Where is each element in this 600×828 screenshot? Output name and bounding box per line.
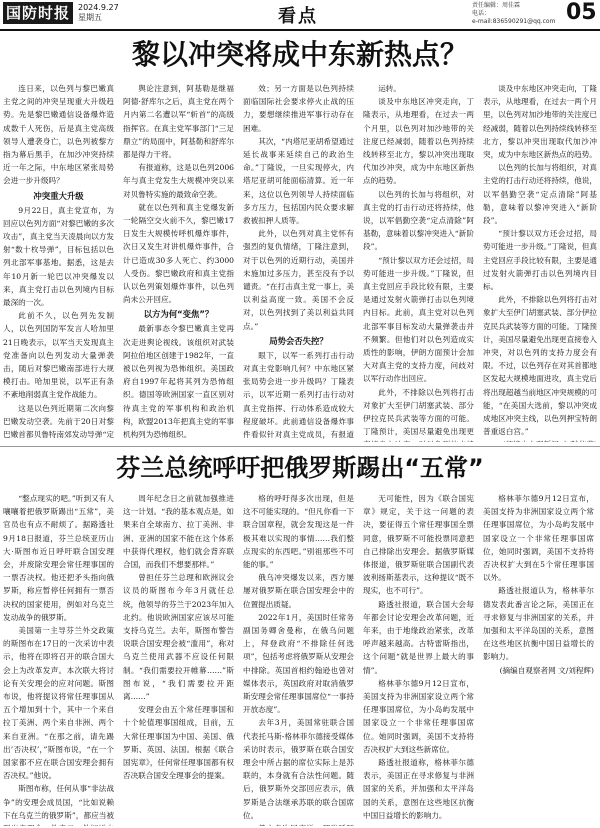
paragraph: 这是以色列近期第二次向黎巴嫩发动空袭。先前于20日对黎巴嫩首都贝鲁特南郊发动导弹“定 — [3, 403, 114, 440]
article-1-column-3 — [243, 82, 354, 442]
header-rule — [0, 29, 600, 31]
paragraph: 路透社报道认为，格林菲尔德发表此番言论之际，美国正在寻求修复与非洲国家的关系，并加强和太平洋岛国的关系，意图在这些地区抗衡中国日益增长的影响力。 — [483, 586, 594, 662]
paragraph — [123, 441, 234, 442]
masthead — [0, 0, 600, 30]
article-1-column-2 — [123, 82, 234, 442]
subheading: 局势会否失控？ — [269, 335, 328, 346]
issue-date — [78, 3, 119, 23]
paragraph: 此前不久，以色列先发制人，以色列国防军发言人哈加里21日晚表示，以军当天发现真主党准备向以色列发动大量弹袭击，随后对黎巴嫩南部进行大规模打击。哈加里说，以军正有条不紊地削弱真主党作战能力。 — [3, 311, 114, 400]
paragraph: 曾担任芬兰总理和欧洲议会议员的斯图布今年3月就任总统，他领导的芬兰于2023年加入北约。他说欧洲国家应该尽可能支持乌克兰。去年，斯图布警告说联合国安理会被“滥用”，称对乌克兰使用武器不应设任何限制。“我们需要拉开帷幕……”斯图布说，“我们需要拉开距离……” — [123, 573, 234, 702]
paragraph: 2022年1月，美国时任常务副国务卿舍曼称，在俄乌问题上，拜登政府“不排除任何选项”，包括考虑将俄罗斯从安理会中排除。英国首相约翰逊也曾对媒体表示，英国政府对取消俄罗斯安理会常任理事国席位“一事持开放态度”。 — [243, 612, 354, 715]
paragraph: 连日来，以色列与黎巴嫩真主党之间的冲突呈现重大升级趋势。先是黎巴嫩通信设备爆炸造成数千人死伤，后是真主党高级领导人遭袭身亡，以色列被黎方指为幕后黑手，在加沙冲突持续近一年之际，中东地区紧张局势会进一步升级吗？ — [3, 84, 114, 186]
weekday-text: 星期五 — [78, 13, 102, 22]
paragraph: 此外，不排除以色列将打击对象扩大至伊门胡塞武装、部分伊拉克民兵武装等方面的可能。丁隆预计，美国尽量避免出现更直接卷入冲突，对以色列的支持力度会有限。不过，以色列存在对其首都地区发起大规模地面进攻，真主党后将出现超越当前地区冲突规模的可能，“在美国大选前，黎以冲突成成地区冲突主线，以色列押宝特朗普重返白宫。” — [483, 295, 597, 437]
paragraph: 以色列的长加与将组织，对真主党的打击行动还将持续，他说，以军倡勤空袭“定点清除”阿基勒，意味着以黎冲突进入“新阶段”。 — [483, 163, 597, 226]
paragraph: 去年3月，美国常驻联合国代表托马斯-格林菲尔德接受媒体采访时表示，俄罗斯在联合国安理会中所占据的席位实际上是苏联的，本身就有合法性问题。随后，俄罗斯外交部回应表示，俄罗斯是合法继承苏联的联合国席位。 — [243, 718, 354, 820]
paragraph: 以色列的长加与将组织，对真主党的打击行动还将持续，他说，以军倡勤空袭“定点清除”阿基勒，意味着以黎冲突进入“新阶段”。 — [363, 189, 474, 252]
article-2-headline: 芬兰总统呼吁把俄罗斯踢出“五常” — [116, 454, 484, 482]
paragraph: “预计黎以双方还会过招，局势可能进一步升级。”丁隆说，但真主党回应手段比较有限，主要是通过发射火箭弹打击以色列境内目标。此前，真主党对以色列北部军事目标发动大量弹袭击并不频繁。但他们对以色列造成实质性的影响，伊朗方面预计会加大对真主党的支持力度，问歧对以军行动作出回应。 — [363, 255, 474, 384]
newspaper-logo: 国防时报 — [3, 2, 73, 24]
section-title: 看点 — [278, 6, 318, 27]
subheading: 以方为何“变焦”？ — [143, 309, 214, 320]
article-1-column-5 — [483, 82, 597, 442]
byline: (摘编自观察者网 文/刘程辉) — [499, 665, 594, 675]
editor-email: e-mail:836590291@qq.com — [472, 18, 556, 25]
article-1-column-1 — [3, 82, 114, 442]
paragraph: 眼下，以军一系列打击行动对真主党影响几何？中东地区紧张局势会进一步升级吗？丁隆表示，以军近期一系列打击行动对真主党指挥、行动体系造成较大程度破坏。此前通信设备爆炸事件看似针对真主党成员，有报道 — [243, 350, 354, 440]
paragraph: 此外，不排除以色列将打击对象扩大至伊门胡塞武装、部分伊拉克民兵武装等方面的可能。丁隆预计，美国尽量避免出现更 — [363, 387, 474, 437]
paragraph: 无可能性，因为《联合国宪章》规定，关于这一问题的表决，要征得五个常任理事国全票同意，俄罗斯不可能投票同意把自己排除出安理会。据俄罗斯媒体报道，俄罗斯驻联合国副代表波利扬斯基表示，这种提议“既不现实，也不可行”。 — [363, 494, 474, 596]
paragraph: 此外，以色列对真主党怀有强烈的复仇情绪，丁隆注意到，对于以色列的近期行动，美国并未施加过多压力，甚至没有予以谴责。“在打击真主党一事上，美以利益高度一致。美国不会反对，以色列找到了美以利益共同点。” — [243, 229, 354, 331]
paragraph: 周年纪念日之前就加强推进这一计划。“我的基本观点是，如果来自全球南方、拉丁美洲、非洲、亚洲的国家不能在这个体系中获得代理权，他们就会背弃联合国，而我们不想要那样。” — [123, 494, 234, 570]
article-1-headline: 黎以冲突将成中东新热点？ — [131, 38, 468, 71]
article-2-column-4 — [363, 492, 474, 826]
paragraph: 路透社报道，联合国大会每年都会讨论安理会改革问题，近年来，由于地缘政治紧张，改革呼声越来越高。古特雷斯指出，这个问题“就是世界上最大的事情”。 — [363, 599, 474, 675]
paragraph: 最新事态令黎巴嫩真主党再次走进舆论视线。该组织对武装阿拉伯地区创建于1982年，一直被以色列视为恐怖组织。美国政府自1997年起将其列为恐怖组织。德国等欧洲国家一直区别对待真主党的军事机构和政治机构，欧盟2013年把真主党的军事机构列为恐怖组织。 — [123, 324, 234, 440]
paragraph: 其次，“内塔尼亚胡希望通过延长战事来延续自己的政治生命。”丁隆说，一旦实现停火，内塔尼亚胡可能面临清算。近一年来，这位以色列领导人持续面临多方压力，包括国内民众要求解救被扣押人质等。 — [243, 136, 354, 226]
paragraph: 斯图布称，任何从事“非法战争”的安理会成员国，“比如说赖下在乌克兰的俄罗斯”，都应当被 — [3, 784, 114, 820]
paragraph: “预计黎以双方还会过招，局势可能进一步升级。”丁隆说，但真主党回应手段比较有限，主要是通过发射火箭弹打击以色列境内目标。 — [483, 229, 597, 292]
paragraph: 谈及中东地区冲突走向，丁隆表示，从地理看，在过去一两个月里，以色列对加沙地带的关注度已经减弱，随着以色列持续线转移至北方，黎以冲突出现取代加沙冲突，成为中东地区新热点的趋势。 — [363, 97, 474, 186]
article-2-column-5 — [483, 492, 594, 826]
article-2-column-3 — [243, 492, 354, 826]
editor-info — [472, 2, 564, 26]
article-divider — [0, 446, 600, 447]
paragraph: 9月22日，真主党宣布，为回应以色列方面“对黎巴嫩的多次攻击”，真主党当天凌晨向以方发射“数十枚导弹”，目标包括以色列北部军事基地。据悉，这是去年10月新一轮巴以冲突爆发以来，真主党打击以色列境内目标最深的一次。 — [3, 205, 114, 308]
editor-phone: 电话： — [472, 10, 491, 17]
editor-name: 责任编辑：周佳霖 — [472, 2, 521, 9]
paragraph: 路透社报道称，格林菲尔德表示，美国正在寻求修复与非洲国家的关系，并加强和太平洋岛国的关系，意图在这些地区抗衡中国日益增长的影响力。 — [363, 758, 474, 820]
paragraph: 运转。 — [378, 84, 401, 93]
date-text: 2024.9.27 — [78, 3, 119, 12]
paragraph: 效；另一方面是以色列持续面临国际社会要求停火止战的压力，要想继续推进军事行动存在困难。 — [243, 84, 354, 133]
article-2-column-1 — [3, 492, 114, 826]
paragraph: 美国第一主导芬兰外交政策的斯图布在17日的一次采访中表示，他将在即将召开的联合国大会上为改革发声。本次联大将讨论有关安理会的应对问题。斯图布说，他将提议将常任理事国从五个增加到十个，其中一个来自拉丁美洲、两个来自非洲、两个来自亚洲。“在那之前，请先踢出’否决权’，”斯图布说，“在一个国家都不应在联合国安理会拥有否决权。”他说。 — [3, 626, 114, 781]
paragraph: “整点现实的吧。”听到又有人嚷嚷着把俄罗斯踢出“五常”，美官员也有点不耐烦了。据路透社9月18日报道，芬兰总统亚历山大·斯图布近日呼吁联合国安理会，并废除安理会常任理事国的一票否决权。他还把矛头指向俄罗斯，称应暂停任何拥有一票否决权的国家使用，例如对乌克兰发动战争的俄罗斯。 — [3, 494, 114, 622]
page-number: 05 — [566, 0, 597, 25]
paragraph: 就在以色列和真主党爆发新一轮隔空交火前不久，黎巴嫩17日发生大规模传呼机爆炸事件，次日又发生对讲机爆炸事件，合计已造成30多人死亡、约3000人受伤。黎巴嫩政府和真主党指认以色列策划爆炸事件，以色列尚未公开回应。 — [123, 202, 234, 305]
paragraph: 俄乌冲突爆发以来，西方屡屡对俄罗斯在联合国安理会中的位置提出质疑。 — [243, 573, 354, 609]
paragraph: 有报道称，这是以色列2006年与真主党发生大规模冲突以来对贝鲁特实施的最致命空袭。 — [123, 163, 234, 199]
byline — [483, 438, 597, 442]
paragraph: 格林菲尔德9月12日宣布，美国支持为非洲国家设立两个常任理事国席位，为小岛屿发展中国家设立一个非常任理事国席位。她同时强调，美国不支持将否决权扩大到这些新席位。 — [363, 678, 474, 754]
paragraph: 安理会由五个常任理事国和十个轮值理事国组成，目前，五大常任理事国为中国、美国、俄罗斯、英国、法国。根据《联合国宪章》，任何常任理事国都有权否决联合国安全理事会的提案。 — [123, 705, 234, 781]
paragraph: 舆论注意到，阿基勒是继福阿德·舒库尔之后，真主党在两个月内第二名遭以军“斩首”的高级指挥官。在真主党军事部门“三足鼎立”的局面中，阿基勒和舒库尔都是得力干将。 — [123, 84, 234, 160]
paragraph: 格的呼吁得多次出现，但是这不可能实现的。“但凡你看一下联合国章程，就会发现这是一件极其难以实现的事情……我们整点现实的东西吧。”别祖那些不可能的事。” — [243, 494, 354, 570]
paragraph — [243, 822, 354, 826]
paragraph: 格林菲尔德9月12日宣布，美国支持为非洲国家设立两个常任理事国席位，为小岛屿发展中国家设立一个非常任理事国席位，她同时强调，美国不支持将否决权扩大到在5个常任理事国以外。 — [483, 494, 594, 583]
article-1-column-4 — [363, 82, 474, 442]
subheading: 冲突重大升级 — [33, 190, 84, 201]
article-2-column-2 — [123, 492, 234, 826]
paragraph: 谈及中东地区冲突走向，丁隆表示，从地理看，在过去一两个月里，以色列对加沙地带的关注度已经减弱，随着以色列持续线转移至北方，黎以冲突出现取代加沙冲突，成为中东地区新热点的趋势。 — [483, 84, 597, 160]
